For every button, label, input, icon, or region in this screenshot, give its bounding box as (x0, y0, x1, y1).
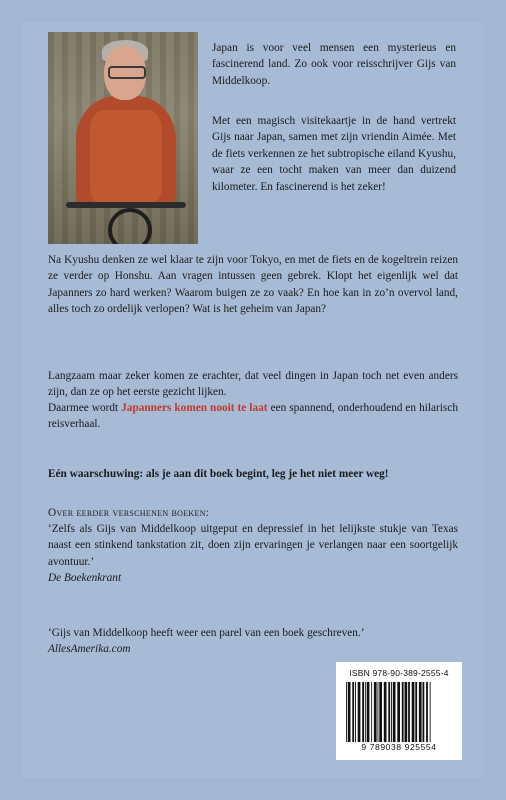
barcode-bar (379, 682, 382, 742)
paragraph-5 (48, 400, 458, 433)
book-title-highlight: Japanners komen nooit te laat (121, 402, 268, 414)
paragraph-3-text: Na Kyushu denken ze wel klaar te zijn voor Tokyo, en met de fiets en de kogeltrein reizen ze verder op Honshu. Aan vragen intussen geen gebrek. Klopt het eigenlijk wel dat Japanners zo hard werken? Waarom buigen ze zo vaak? En hoe kan in zo’n overvol land, alles toch zo ordelijk verlopen? Wat is het geheim van Japan? (48, 254, 458, 316)
author-photo (48, 32, 198, 244)
paragraph-5-line (48, 400, 458, 433)
barcode-bar (397, 682, 400, 742)
author-jacket-front (90, 110, 162, 206)
barcode-bar (423, 682, 425, 742)
intro-text-2: Met een magisch visitekaartje in de hand vertrekt Gijs naar Japan, samen met zijn vriendin Aimée. Met de fiets verkennen ze het subtropische eiland Kyushu, waar ze een tocht maken van meer dan duizend kilometer. En fascinerend is het zeker! (212, 115, 456, 193)
barcode-bar (391, 682, 392, 742)
isbn-barcode (336, 662, 462, 760)
barcode-bar (426, 682, 428, 742)
barcode-bar (393, 682, 396, 742)
review-2-source (48, 641, 458, 657)
review-2-source-text: AllesAmerika.com (48, 643, 131, 655)
barcode-bar (358, 682, 361, 742)
barcode-bar (362, 682, 364, 742)
review-1-source-text: De Boekenkrant (48, 572, 122, 584)
barcode-bar (412, 682, 415, 742)
intro-paragraph-1 (212, 40, 456, 89)
intro-paragraph-2 (212, 113, 456, 195)
review-2 (48, 625, 458, 641)
barcode-bar (365, 682, 366, 742)
barcode-bar (378, 682, 379, 742)
paragraph-4 (48, 368, 458, 401)
intro-text-1: Japan is voor veel mensen een mysterieus en fascinerend land. Zo ook voor reisschrijver Gijs van Middelkoop. (212, 42, 456, 87)
paragraph-4-text: Langzaam maar zeker komen ze erachter, dat veel dingen in Japan toch net even anders zijn, dan ze op het eerste gezicht lijken. (48, 370, 458, 399)
review-2-text: ‘Gijs van Middelkoop heeft weer een parel van een boek geschreven.’ (48, 627, 365, 639)
author-glasses (108, 66, 146, 79)
reviews-heading (48, 505, 458, 521)
isbn-label: ISBN 978-90-389-2555-4 (349, 668, 449, 678)
barcode-bar (352, 682, 354, 742)
barcode-bar (371, 682, 372, 742)
bicycle-wheel (108, 208, 152, 244)
barcode-bar (367, 682, 370, 742)
paragraph-5-before: Daarmee wordt (48, 402, 122, 414)
barcode-bar (402, 682, 404, 742)
barcode-bar (408, 682, 410, 742)
barcode-bar (419, 682, 422, 742)
barcode-bar (415, 682, 417, 742)
warning-text: Eén waarschuwing: als je aan dit boek begint, leg je het niet meer weg! (48, 468, 389, 480)
bicycle-handlebar (66, 202, 186, 208)
barcode-bars (344, 682, 454, 742)
barcode-bar (348, 682, 351, 742)
review-1-source (48, 570, 458, 586)
barcode-digits: 9 789038 925554 (361, 742, 437, 752)
paragraph-3 (48, 252, 458, 318)
review-1-text: ‘Zelfs als Gijs van Middelkoop uitgeput en depressief in het lelijkste stukje van Texas naast een stinkend tankstation zit, doen zijn ervaringen je verlangen naar een soortgelijk avontuur.’ (48, 523, 458, 568)
warning-line (48, 466, 458, 482)
reviews-heading-text: Over eerder verschenen boeken: (48, 507, 210, 519)
barcode-bar (355, 682, 356, 742)
barcode-bar (346, 682, 347, 742)
barcode-bar (388, 682, 390, 742)
paragraph-5-after: een spannend, onderhoudend en hilarisch reisverhaal. (48, 402, 458, 431)
barcode-bar (384, 682, 387, 742)
barcode-bar (374, 682, 377, 742)
barcode-bar (405, 682, 408, 742)
barcode-bar (430, 682, 431, 742)
review-1 (48, 521, 458, 570)
